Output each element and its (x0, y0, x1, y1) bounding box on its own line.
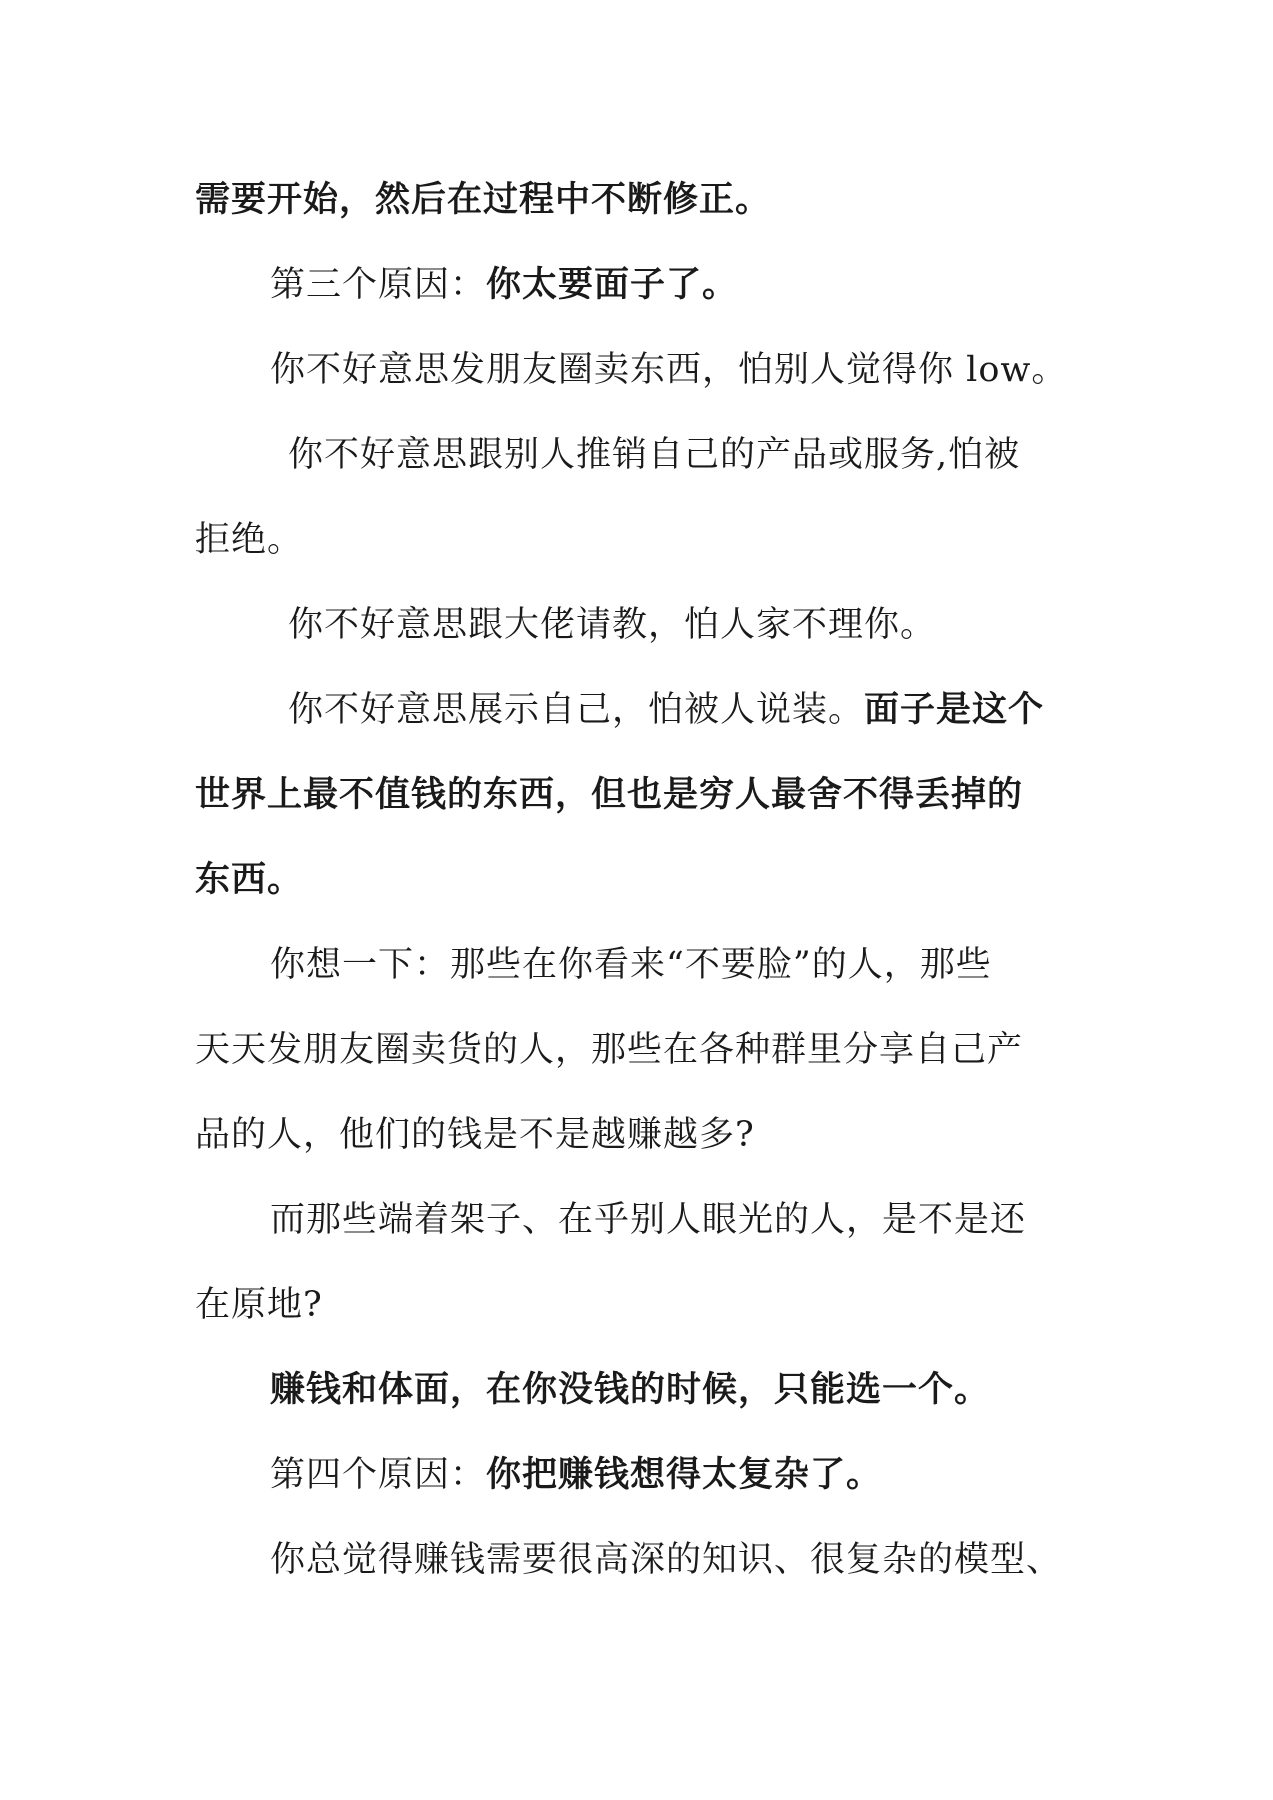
body-text: 第四个原因： (270, 1455, 487, 1495)
body-text: 在原地? (195, 1285, 323, 1325)
text-line (195, 518, 1085, 562)
text-line (195, 178, 1085, 222)
text-line (270, 1198, 1160, 1242)
body-text: 你不好意思跟别人推销自己的产品或服务,怕被 (288, 435, 1021, 475)
text-line (195, 773, 1085, 817)
body-text: 品的人，他们的钱是不是越赚越多? (195, 1115, 755, 1155)
text-line (195, 1283, 1085, 1327)
body-text: 第三个原因： (270, 265, 487, 305)
bold-text: 你太要面子了。 (486, 264, 739, 305)
bold-text: 面子是这个 (864, 689, 1045, 730)
text-line (288, 688, 1178, 732)
bold-text: 世界上最不值钱的东西，但也是穷人最舍不得丢掉的 (195, 774, 1024, 815)
text-line (270, 348, 1160, 392)
body-text: 天天发朋友圈卖货的人，那些在各种群里分享自己产 (195, 1030, 1024, 1070)
bold-text: 东西。 (195, 859, 304, 900)
bold-text: 赚钱和体面，在你没钱的时候，只能选一个。 (270, 1369, 991, 1410)
body-text: 你总觉得赚钱需要很高深的知识、很复杂的模型、 (270, 1540, 1063, 1580)
text-line (288, 433, 1178, 477)
text-line (270, 263, 1160, 307)
text-line (270, 1453, 1160, 1497)
body-text: 而那些端着架子、在乎别人眼光的人，是不是还 (270, 1200, 1027, 1240)
text-line (270, 1368, 1160, 1412)
bold-text: 你把赚钱想得太复杂了。 (486, 1454, 883, 1495)
text-line (270, 1538, 1160, 1582)
bold-text: 需要开始，然后在过程中不断修正。 (195, 179, 772, 220)
body-text: 你不好意思发朋友圈卖东西，怕别人觉得你 low。 (270, 350, 1068, 390)
body-text: 你想一下：那些在你看来“不要脸”的人，那些 (270, 945, 992, 985)
text-line (195, 1028, 1085, 1072)
body-text: 你不好意思跟大佬请教，怕人家不理你。 (288, 605, 937, 645)
body-text: 拒绝。 (195, 520, 304, 560)
text-line (270, 943, 1160, 987)
body-text: 你不好意思展示自己，怕被人说装。 (288, 690, 865, 730)
text-line (288, 603, 1178, 647)
text-line (195, 858, 1085, 902)
text-line (195, 1113, 1085, 1157)
